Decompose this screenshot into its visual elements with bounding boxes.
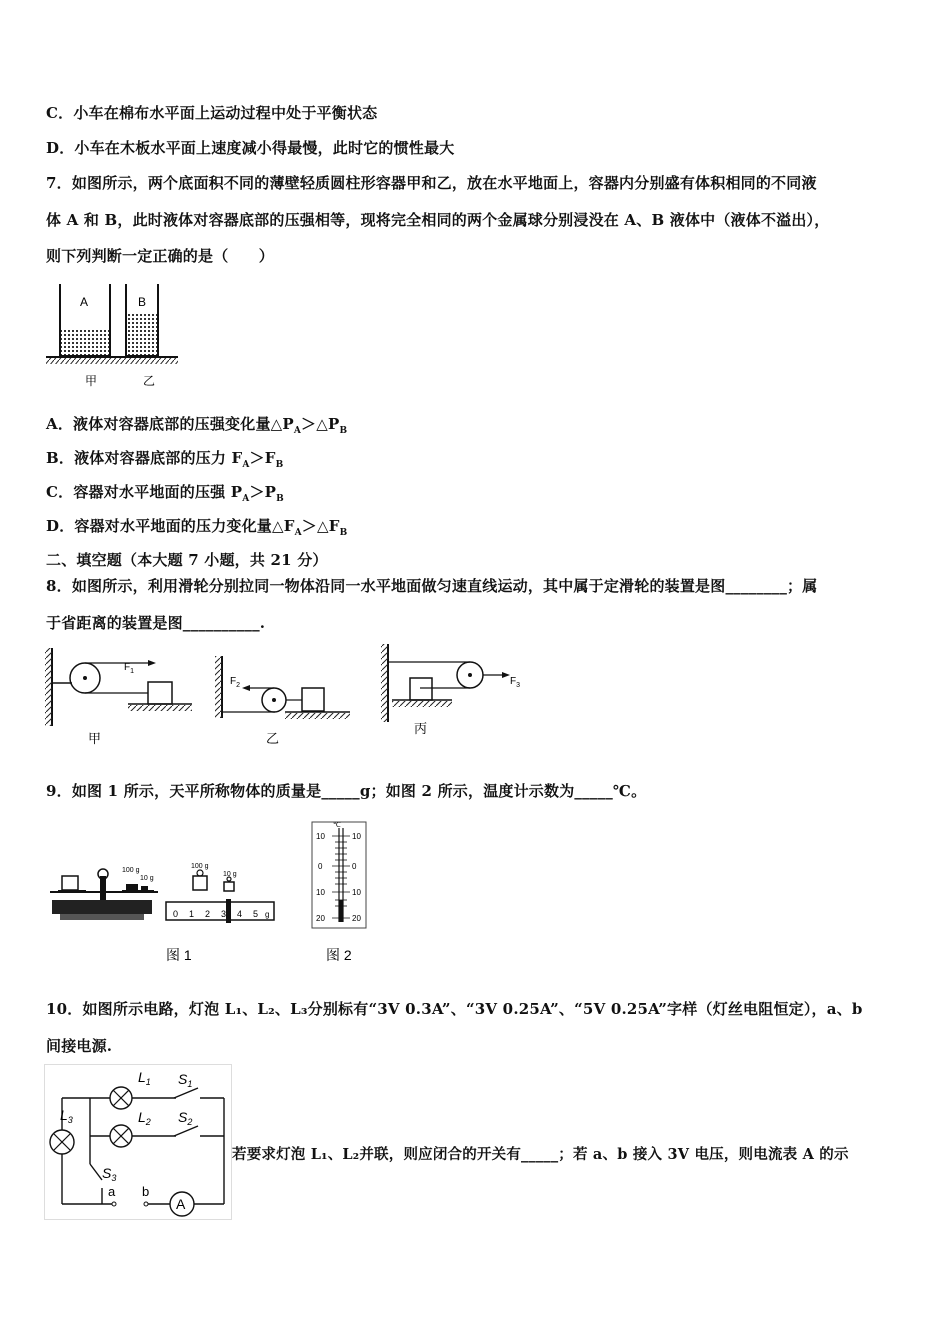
lamp-l3 (50, 1130, 74, 1154)
force-f3-label: $F_3$ (510, 676, 521, 689)
q8-text-2: 于省距离的装置是图__________. (46, 614, 266, 632)
rider-scale (166, 899, 274, 923)
liquid-a (60, 329, 110, 356)
label-s3: $S_3$ (102, 1165, 117, 1183)
q10-text-1: 10．如图所示电路，灯泡 L₁、L₂、L₃分别标有“3V 0.3A”、“3V 0.25A”、“5V 0.25A”字样（灯丝电阻恒定），a、b (46, 1000, 863, 1018)
svg-text:A: A (176, 1196, 186, 1212)
q10-text-2: 间接电源. (46, 1037, 113, 1055)
svg-text:10: 10 (316, 832, 325, 841)
caption-yi: 乙 (143, 374, 156, 388)
option-c-q6: C．小车在棉布水平面上运动过程中处于平衡状态 (46, 104, 378, 122)
svg-text:1: 1 (189, 909, 195, 919)
mercury-column (339, 900, 343, 922)
svg-text:0: 0 (173, 909, 179, 919)
terminal-a (112, 1202, 116, 1206)
svg-text:10 g: 10 g (223, 871, 237, 878)
balance-scale (50, 867, 158, 920)
fig8-pulleys (40, 640, 530, 750)
svg-text:3: 3 (221, 909, 227, 919)
q7-text-3: 则下列判断一定正确的是（ ） (46, 247, 275, 265)
force-f2-label: $F_2$ (230, 676, 241, 689)
svg-text:4: 4 (237, 909, 243, 919)
section-heading: 二、填空题（本大题 7 小题，共 21 分） (46, 551, 328, 569)
object-on-pan (62, 876, 78, 890)
label-s1: $S_1$ (178, 1071, 193, 1089)
svg-text:g: g (265, 910, 270, 919)
fig7-containers (44, 282, 184, 392)
label-b: b (142, 1184, 150, 1199)
svg-text:2: 2 (205, 909, 211, 919)
label-l2: $L_2$ (138, 1109, 151, 1127)
option-7c: C．容器对水平地面的压强 $P_A>P_B$ (46, 483, 284, 504)
liquid-b (126, 314, 158, 356)
lamp-l2 (110, 1125, 132, 1147)
weights-detail (191, 863, 237, 891)
option-7a: A．液体对容器底部的压强变化量$\triangle P_A>\triangle P_B$ (46, 415, 348, 436)
caption-jia-8: 甲 (88, 731, 102, 746)
svg-text:10: 10 (352, 888, 361, 897)
label-s2: $S_2$ (178, 1109, 193, 1127)
label-b: B (138, 295, 147, 309)
pulley-setup-bing (381, 644, 520, 736)
caption-jia: 甲 (85, 374, 98, 388)
ammeter (170, 1192, 194, 1216)
fig9-balance (48, 862, 280, 972)
svg-text:100 g: 100 g (191, 863, 209, 870)
svg-text:℃: ℃ (333, 822, 341, 829)
svg-text:20: 20 (316, 914, 325, 923)
svg-text:100 g: 100 g (122, 867, 140, 874)
option-7d: D．容器对水平地面的压力变化量$\triangle F_A>\triangle F_B$ (46, 517, 348, 538)
svg-text:0: 0 (318, 862, 323, 871)
label-a: A (80, 295, 89, 309)
caption-yi-8: 乙 (266, 731, 280, 746)
option-7b: B．液体对容器底部的压力 $F_A>F_B$ (46, 449, 284, 470)
caption-fig2: 图 2 (326, 947, 352, 963)
svg-text:20: 20 (352, 914, 361, 923)
caption-fig1: 图 1 (166, 947, 192, 963)
q7-text-2: 体 A 和 B，此时液体对容器底部的压强相等，现将完全相同的两个金属球分别浸没在 A、B 液体中（液体不溢出）， (46, 211, 830, 229)
pulley-setup-jia (45, 648, 192, 746)
svg-text:0: 0 (352, 862, 357, 871)
svg-text:5: 5 (253, 909, 259, 919)
svg-text:10: 10 (352, 832, 361, 841)
rider (226, 899, 231, 923)
q10-text-3: 若要求灯泡 L₁、L₂并联，则应闭合的开关有_____；若 a、b 接入 3V 电压，则电流表 A 的示 (232, 1146, 849, 1163)
option-d-q6: D．小车在木板水平面上速度减小得最慢，此时它的惯性最大 (46, 139, 455, 157)
q8-text-1: 8．如图所示，利用滑轮分别拉同一物体沿同一水平地面做匀速直线运动，其中属于定滑轮的装置是图________；属 (46, 577, 818, 595)
lamp-l1 (110, 1087, 132, 1109)
svg-text:10 g: 10 g (140, 875, 154, 882)
pulley-setup-yi (215, 656, 350, 746)
terminal-b (144, 1202, 148, 1206)
fig9-thermometer (300, 818, 390, 974)
label-l3: $L_3$ (60, 1107, 73, 1125)
caption-bing-8: 丙 (414, 721, 428, 736)
q9-text: 9．如图 1 所示，天平所称物体的质量是_____g；如图 2 所示，温度计示数为_____℃。 (46, 782, 647, 800)
svg-text:10: 10 (316, 888, 325, 897)
label-a: a (108, 1184, 116, 1199)
force-f1-label: $F_1$ (124, 662, 135, 675)
label-l1: $L_1$ (138, 1069, 151, 1087)
q7-text-1: 7．如图所示，两个底面积不同的薄壁轻质圆柱形容器甲和乙，放在水平地面上，容器内分别盛有体积相同的不同液 (46, 174, 817, 192)
fig10-circuit (44, 1064, 232, 1220)
